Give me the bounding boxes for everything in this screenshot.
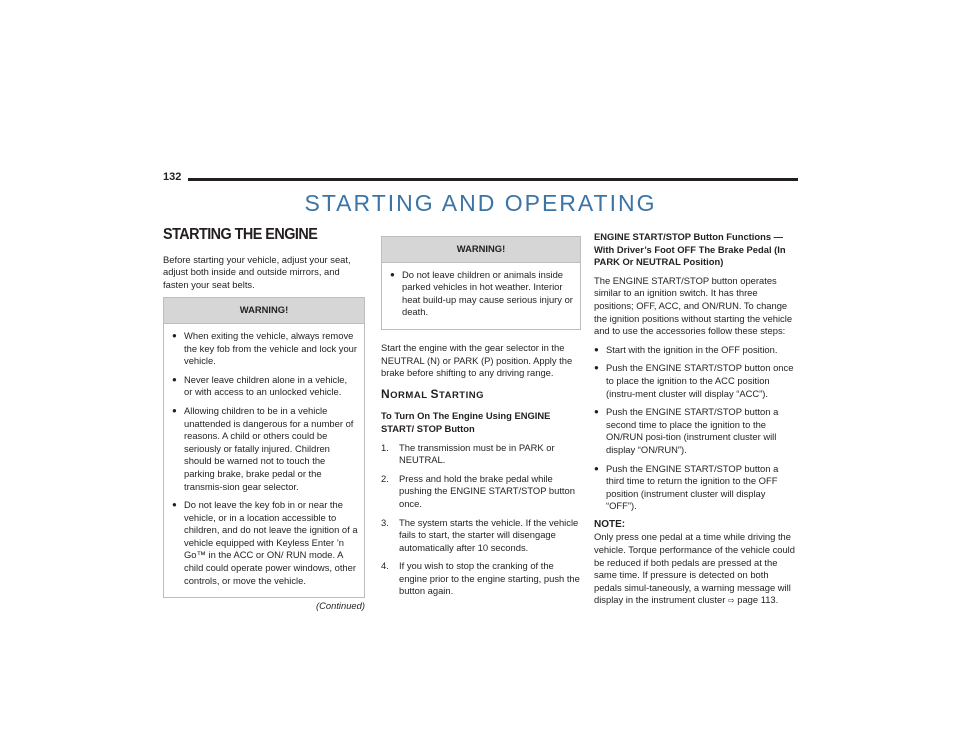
warning-label: WARNING!: [164, 298, 364, 324]
step-item: 4. If you wish to stop the cranking of the engine prior to the engine starting, push the button again.: [381, 560, 580, 597]
page-number: 132: [163, 171, 182, 183]
bullet-icon: ●: [594, 363, 599, 373]
column-2: [381, 236, 581, 604]
bullet-icon: ●: [172, 374, 177, 384]
step-item: 1. The transmission must be in PARK or NEUTRAL.: [381, 441, 555, 466]
warning-item: ● Do not leave the key fob in or near the vehicle, or in a location accessible to children, and do not leave the ignition of a vehicle equipped with Keyless Enter ’n Go™ in the ACC or ON/ RUN mode. A child could operate power windows, other controls, or move the vehicle.: [172, 499, 358, 586]
ignition-paragraph: The ENGINE START/STOP button operates similar to an ignition switch. It has three positions; OFF, ACC, and ON/RUN. To change the ignition positions without starting the vehicle and to use the accessories follow these steps:: [594, 274, 793, 337]
chapter-title: STARTING AND OPERATING: [304, 190, 657, 216]
bullet-icon: ●: [594, 407, 599, 417]
procedure-title: ENGINE START/STOP Button Functions — With Driver’s Foot OFF The Brake Pedal (In PARK Or NEUTRAL Position): [594, 231, 786, 268]
list-item: ● Push the ENGINE START/STOP button a second time to place the ignition to the ON/RUN posi-tion (instrument cluster will display “ON/RUN”).: [594, 406, 779, 455]
warning-box: [163, 297, 365, 598]
warning-item: ● When exiting the vehicle, always remove the key fob from the vehicle and lock your vehicle.: [172, 329, 358, 367]
procedure-title: To Turn On The Engine Using ENGINE START/ STOP Button: [381, 410, 551, 434]
step-item: 3. The system starts the vehicle. If the vehicle fails to start, the starter will disengage automatically after 10 seconds.: [381, 516, 579, 553]
warning-list: [164, 324, 364, 597]
warning-item: ● Allowing children to be in a vehicle unattended is dangerous for a number of reasons. A child or others could be seriously or fatally injured. Children should be warned not to touch the parking brake, brake pedal or the transmis-sion gear selector.: [172, 404, 354, 492]
list-item: ● Push the ENGINE START/STOP button once to place the ignition to the ACC position (instru-ment cluster will display “ACC”).: [594, 362, 794, 399]
bullet-icon: ●: [172, 405, 177, 415]
column-3: [594, 231, 798, 614]
page-reference-arrow-icon: ⇨: [727, 596, 735, 606]
page-reference-link[interactable]: page 113.: [737, 594, 779, 606]
warning-item: ● Do not leave children or animals inside parked vehicles in hot weather. Interior heat build-up may cause serious injury or death.: [390, 268, 573, 318]
bullet-icon: ●: [594, 463, 599, 473]
warning-box-continued: [381, 236, 581, 330]
subsection-title: NORMAL STARTING: [381, 386, 484, 401]
gear-paragraph: Start the engine with the gear selector in the NEUTRAL (N) or PARK (P) position. Apply the brake before shifting to any driving range.: [381, 341, 573, 379]
bullet-icon: ●: [594, 344, 599, 354]
list-item: ● Push the ENGINE START/STOP button a third time to return the ignition to the OFF position (instrument cluster will display “OFF”).: [594, 462, 779, 512]
warning-list: [382, 263, 580, 329]
header-rule: [188, 178, 798, 181]
list-item: ● Start with the ignition in the OFF position.: [594, 343, 778, 355]
bullet-icon: ●: [390, 269, 395, 279]
bullet-icon: ●: [172, 330, 177, 340]
warning-item: ● Never leave children alone in a vehicle, or with access to an unlocked vehicle.: [172, 373, 348, 398]
step-item: 2. Press and hold the brake pedal while pushing the ENGINE START/STOP button once.: [381, 472, 575, 509]
warning-label: WARNING!: [382, 237, 580, 263]
bullet-icon: ●: [172, 500, 177, 510]
column-1: [163, 226, 365, 613]
section-title: STARTING THE ENGINE: [163, 226, 318, 243]
note-label: NOTE:: [594, 518, 626, 530]
intro-paragraph: Before starting your vehicle, adjust your seat, adjust both inside and outside mirrors, and fasten your seat belts.: [163, 253, 351, 290]
continued-label: (Continued): [316, 600, 365, 612]
note-text: Only press one pedal at a time while driving the vehicle. Torque performance of the vehicle could be reduced if both pedals are pressed at the same time. If pressure is detected on both pedals simul-taneously, a warning message will display in the instrument cluster ⇨ page 113.: [594, 531, 798, 608]
